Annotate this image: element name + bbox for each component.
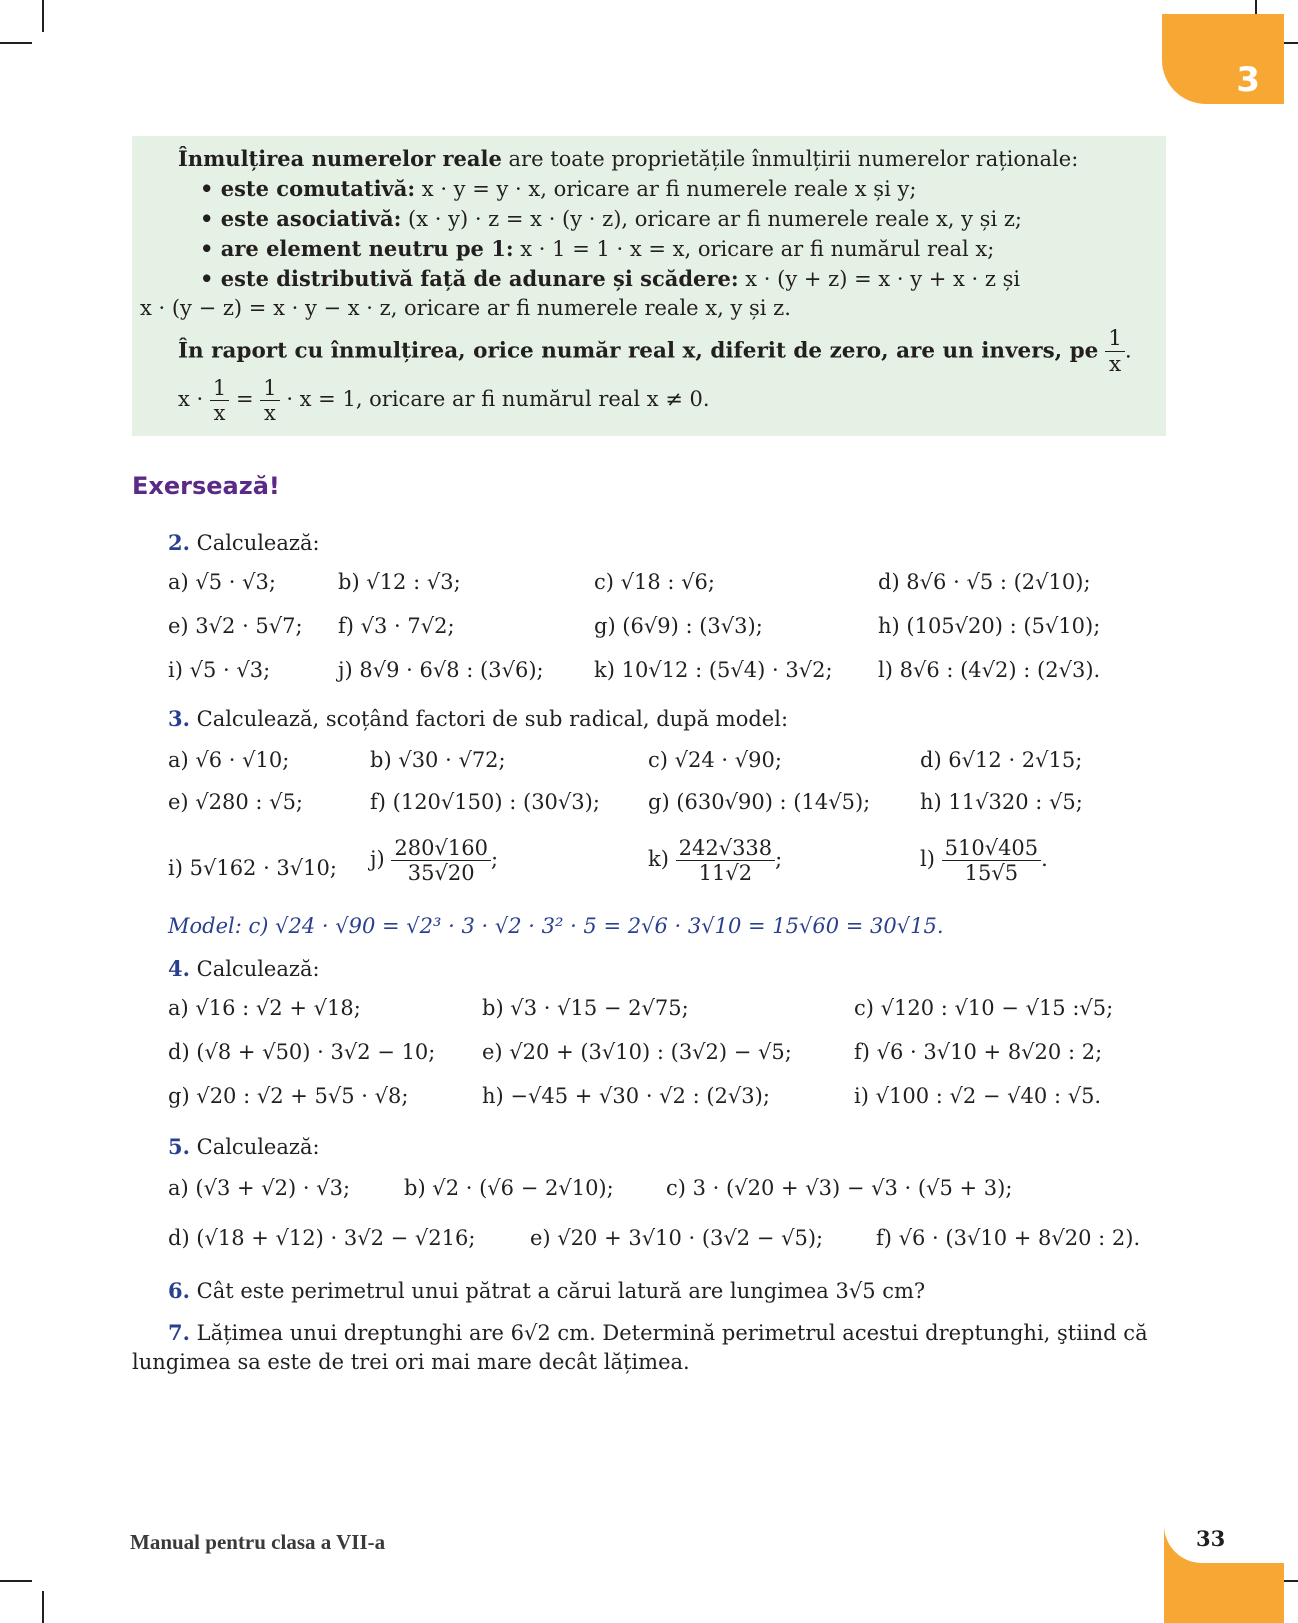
ex2-item-c: c) √18 : √6; [594, 570, 715, 594]
ex4-item-h: h) −√45 + √30 · √2 : (2√3); [482, 1084, 770, 1108]
exercise-4-title: 4. Calculează: [168, 956, 320, 981]
fraction: $\frac{280√160}{35√20}$ [391, 836, 491, 885]
ex3-item-c: c) √24 · √90; [648, 748, 782, 772]
ex4-item-a: a) √16 : √2 + √18; [168, 996, 361, 1020]
ex2-item-l: l) 8√6 : (4√2) : (2√3). [878, 658, 1101, 682]
fraction: $\frac{510√405}{15√5}$ [942, 836, 1042, 885]
property-distributive-cont: x · (y − z) = x · y − x · z, oricare ar fi numerele reale x, y și z. [140, 296, 791, 320]
ex3-item-g: g) (630√90) : (14√5); [648, 790, 871, 814]
fraction: $\frac{1}{x}$ [210, 376, 229, 425]
chapter-number: 3 [1236, 60, 1260, 100]
ex5-item-a: a) (√3 + √2) · √3; [168, 1176, 351, 1200]
property-commutative: • este comutativă: x · y = y · x, oricare ar fi numerele reale x și y; [200, 176, 917, 201]
ex4-item-g: g) √20 : √2 + 5√5 · √8; [168, 1084, 409, 1108]
ex4-item-d: d) (√8 + √50) · 3√2 − 10; [168, 1040, 436, 1064]
ex5-item-b: b) √2 · (√6 − 2√10); [404, 1176, 614, 1200]
theory-box [132, 136, 1166, 436]
ex5-item-c: c) 3 · (√20 + √3) − √3 · (√5 + 3); [666, 1176, 1013, 1200]
ex3-item-b: b) √30 · √72; [370, 748, 506, 772]
chapter-tab [1162, 14, 1284, 104]
ex5-item-e: e) √20 + 3√10 · (3√2 − √5); [530, 1226, 824, 1250]
ex5-item-d: d) (√18 + √12) · 3√2 − √216; [168, 1226, 476, 1250]
crop-mark [42, 0, 44, 32]
inverse-equation: x · $\frac{1}{x}$ = $\frac{1}{x}$ · x = 1, oricare ar fi numărul real x ≠ 0. [178, 376, 710, 425]
ex3-item-d: d) 6√12 · 2√15; [920, 748, 1083, 772]
ex2-item-i: i) √5 · √3; [168, 658, 271, 682]
ex2-item-e: e) 3√2 · 5√7; [168, 614, 303, 638]
property-neutral: • are element neutru pe 1: x · 1 = 1 · x = x, oricare ar fi numărul real x; [200, 236, 995, 261]
ex2-item-b: b) √12 : √3; [338, 570, 461, 594]
property-associative: • este asociativă: (x · y) · z = x · (y · z), oricare ar fi numerele reale x, y și z; [200, 206, 1022, 231]
ex4-item-c: c) √120 : √10 − √15 :√5; [854, 996, 1114, 1020]
ex2-item-g: g) (6√9) : (3√3); [594, 614, 763, 638]
ex5-item-f: f) √6 · (3√10 + 8√20 : 2). [876, 1226, 1141, 1250]
crop-mark [0, 1580, 32, 1582]
ex3-item-i: i) 5√162 · 3√10; [168, 856, 337, 880]
section-title: Exersează! [132, 472, 280, 500]
property-distributive: • este distributivă față de adunare și scădere: x · (y + z) = x · y + x · z și [200, 266, 1021, 291]
theory-intro: Înmulțirea numerelor reale are toate proprietățile înmulțirii numerelor raționale: [178, 146, 1079, 171]
exercise-7-line1: 7. Lățimea unui dreptunghi are 6√2 cm. Determină perimetrul acestui dreptunghi, ştiind că [168, 1320, 1148, 1345]
ex4-item-f: f) √6 · 3√10 + 8√20 : 2; [854, 1040, 1103, 1064]
ex2-item-j: j) 8√9 · 6√8 : (3√6); [338, 658, 544, 682]
ex3-item-l: l) $\frac{510√405}{15√5}$ . [920, 836, 1048, 885]
exercise-5-title: 5. Calculează: [168, 1134, 320, 1159]
ex4-item-i: i) √100 : √2 − √40 : √5. [854, 1084, 1102, 1108]
inverse-fraction: $\frac{1}{x}$ [1105, 326, 1125, 377]
inverse-statement: În raport cu înmulțirea, orice număr real x, diferit de zero, are un invers, pe $\frac{1}{x}$ . [178, 326, 1132, 377]
ex2-item-k: k) 10√12 : (5√4) · 3√2; [594, 658, 833, 682]
page-number: 33 [1196, 1526, 1226, 1551]
ex3-item-k: k) $\frac{242√338}{11√2}$ ; [648, 836, 783, 885]
exercise-6: 6. Cât este perimetrul unui pătrat a cărui latură are lungimea 3√5 cm? [168, 1278, 926, 1303]
exercise-3-title: 3. Calculează, scoțând factori de sub radical, după model: [168, 706, 789, 731]
ex3-item-j: j) $\frac{280√160}{35√20}$ ; [370, 836, 499, 885]
crop-mark [42, 1591, 44, 1623]
fraction: $\frac{242√338}{11√2}$ [676, 836, 776, 885]
crop-mark [0, 42, 32, 44]
ex2-item-h: h) (105√20) : (5√10); [878, 614, 1101, 638]
ex3-item-f: f) (120√150) : (30√3); [370, 790, 600, 814]
ex2-item-f: f) √3 · 7√2; [338, 614, 455, 638]
exercise-7-line2: lungimea sa este de trei ori mai mare decât lățimea. [132, 1350, 690, 1374]
ex4-item-e: e) √20 + (3√10) : (3√2) − √5; [482, 1040, 792, 1064]
footer-title: Manual pentru clasa a VII-a [130, 1530, 386, 1554]
ex2-item-d: d) 8√6 · √5 : (2√10); [878, 570, 1091, 594]
ex3-item-e: e) √280 : √5; [168, 790, 304, 814]
ex4-item-b: b) √3 · √15 − 2√75; [482, 996, 689, 1020]
fraction: $\frac{1}{x}$ [260, 376, 279, 425]
exercise-2-title: 2. Calculează: [168, 530, 320, 555]
ex3-item-a: a) √6 · √10; [168, 748, 290, 772]
ex2-item-a: a) √5 · √3; [168, 570, 276, 594]
ex3-item-h: h) 11√320 : √5; [920, 790, 1083, 814]
ex3-model: Model: c) √24 · √90 = √2³ · 3 · √2 · 3² · 5 = 2√6 · 3√10 = 15√60 = 30√15. [168, 914, 944, 938]
